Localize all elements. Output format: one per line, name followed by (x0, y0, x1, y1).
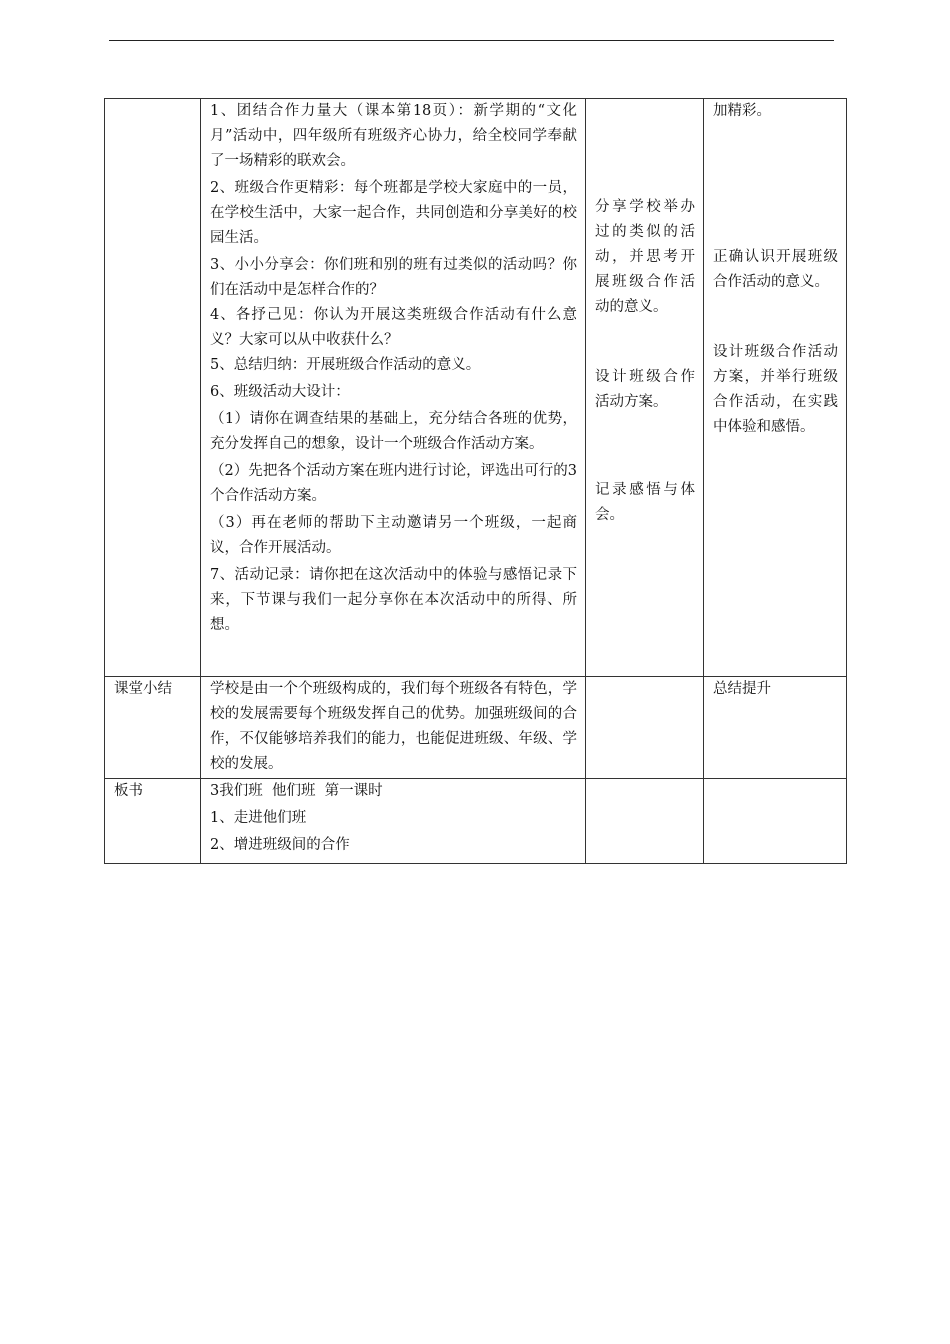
teacher-step: 6、班级活动大设计： (210, 384, 350, 400)
board-line: 3我们班 他们班 第一课时 (210, 783, 383, 799)
design-intent: 加精彩。 (713, 103, 771, 119)
teacher-step: （3）再在老师的帮助下主动邀请另一个班级，一起商议，合作开展活动。 (210, 515, 577, 556)
summary-label: 课堂小结 (105, 677, 201, 779)
summary-intent: 总结提升 (704, 677, 847, 779)
summary-text: 学校是由一个个班级构成的，我们每个班级各有特色，学校的发展需要每个班级发挥自己的优势。加强班级间的合作，不仅能够培养我们的能力，也能促进班级、年级、学校的发展。 (210, 681, 577, 772)
student-activities-cell (586, 99, 704, 677)
teacher-step: 2、班级合作更精彩：每个班都是学校大家庭中的一员，在学校生活中，大家一起合作，共同创造和分享美好的校园生活。 (210, 180, 577, 246)
process-row (105, 99, 847, 677)
board-intent-cell (704, 779, 847, 864)
design-intent: 正确认识开展班级合作活动的意义。 (713, 249, 838, 290)
summary-row (105, 677, 847, 779)
board-line: 1、走进他们班 (210, 810, 307, 826)
student-activity: 记录感悟与体会。 (595, 482, 695, 523)
teacher-step: 7、活动记录：请你把在这次活动中的体验与感悟记录下来，下节课与我们一起分享你在本次活动中的所得、所想。 (210, 567, 577, 633)
board-content (201, 779, 586, 864)
summary-content (201, 677, 586, 779)
teacher-steps-cell (201, 99, 586, 677)
process-label-cell (105, 99, 201, 677)
summary-student-cell (586, 677, 704, 779)
teacher-step: （2）先把各个活动方案在班内进行讨论，评选出可行的3个合作活动方案。 (210, 463, 577, 504)
student-activity: 设计班级合作活动方案。 (595, 369, 695, 410)
board-line: 2、增进班级间的合作 (210, 837, 350, 853)
teacher-step: 1、团结合作力量大（课本第18页）：新学期的“文化月”活动中，四年级所有班级齐心协力，给全校同学奉献了一场精彩的联欢会。 (210, 103, 577, 169)
board-label: 板书 (105, 779, 201, 864)
board-student-cell (586, 779, 704, 864)
teacher-step: 3、小小分享会：你们班和别的班有过类似的活动吗？你们在活动中是怎样合作的？ (210, 257, 577, 298)
header-rule (109, 40, 834, 41)
student-activity: 分享学校举办过的类似的活动，并思考开展班级合作活动的意义。 (595, 199, 695, 315)
teacher-step: 4、各抒己见：你认为开展这类班级合作活动有什么意义？大家可以从中收获什么？ (210, 307, 577, 348)
design-intent: 设计班级合作活动方案，并举行班级合作活动，在实践中体验和感悟。 (713, 344, 838, 435)
board-row (105, 779, 847, 864)
design-intent-cell (704, 99, 847, 677)
teacher-step: 5、总结归纳：开展班级合作活动的意义。 (210, 357, 481, 373)
lesson-plan-table (104, 98, 847, 864)
teacher-step: （1）请你在调查结果的基础上，充分结合各班的优势，充分发挥自己的想象，设计一个班级合作活动方案。 (210, 411, 577, 452)
